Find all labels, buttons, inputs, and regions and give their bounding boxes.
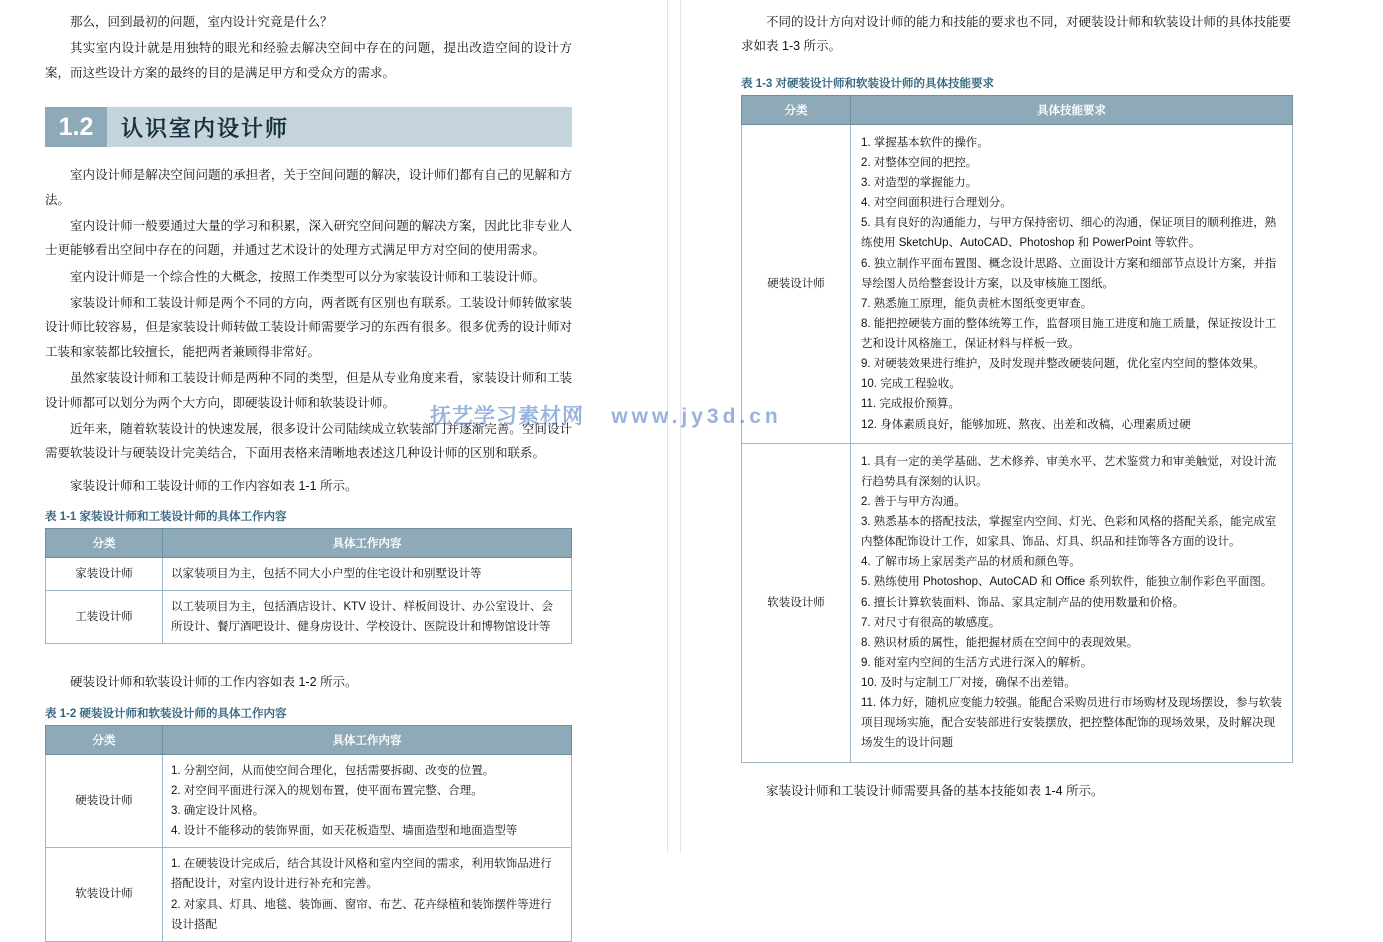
table-caption: 表 1-3 对硬装设计师和软装设计师的具体技能要求 [741,77,995,90]
column-header-content: 具体工作内容 [163,529,572,558]
content-line: 4. 对空间面积进行合理划分。 [861,197,1012,210]
content-line: 以家装项目为主，包括不同大小户型的住宅设计和别墅设计等 [171,568,482,580]
paragraph: 室内设计师一般要通过大量的学习和积累，深入研究空间问题的解决方案，因此比非专业人士更能够看出空间中存在的问题，并通过艺术设计的处理方式满足甲方对空间的使用需求。 [45,218,573,258]
paragraph: 近年来，随着软装设计的快速发展，很多设计公司陆续成立软装部门并逐渐完善。空间设计需要软装设计与硬装设计完美结合，下面用表格来清晰地表述这几种设计师的区别和联系。 [45,421,573,461]
content-line: 8. 熟识材质的属性，能把握材质在空间中的表现效果。 [861,636,1139,649]
table-header-row [742,95,1293,124]
paragraph: 室内设计师是一个综合性的大概念，按照工作类型可以分为家装设计师和工装设计师。 [70,269,546,284]
content-line: 1. 掌握基本软件的操作。 [861,136,989,149]
table-row [46,754,572,848]
column-header-content: 具体工作内容 [163,725,572,754]
content-line: 4. 了解市场上家居类产品的材质和颜色等。 [861,556,1081,569]
watermark-url: www.jy3d.cn [611,405,782,428]
table-row [46,848,572,942]
paragraph: 那么，回到最初的问题，室内设计究竟是什么？ [70,15,333,29]
column-header-category: 分类 [46,529,163,558]
column-header-content: 具体技能要求 [851,95,1293,124]
cell-category: 软装设计师 [742,443,851,762]
section-number: 1.2 [45,107,107,147]
content-line: 7. 对尺寸有很高的敏感度。 [861,616,1001,629]
cell-content [163,558,572,591]
content-line: 9. 能对室内空间的生活方式进行深入的解析。 [861,656,1093,669]
table-header-row [46,529,572,558]
content-line: 5. 熟练使用 Photoshop、AutoCAD 和 Office 系列软件，能独立制作彩色平面图。 [861,576,1273,589]
watermark-text: 抚艺学习素材网 [430,405,584,428]
cell-content [163,754,572,848]
content-line: 2. 对整体空间的把控。 [861,156,978,169]
cell-content [163,591,572,644]
content-line: 4. 设计不能移动的装饰界面，如天花板造型、墙面造型和地面造型等 [171,825,518,838]
table-1-3 [741,95,1293,763]
paragraph: 家装设计师和工装设计师的工作内容如表 1-1 所示。 [70,478,358,493]
cell-category: 家装设计师 [46,558,163,591]
cell-content [163,848,572,942]
page-gutter [667,0,681,852]
table-row [742,124,1293,443]
content-line: 9. 对硬装效果进行维护，及时发现并整改硬装问题，优化室内空间的整体效果。 [861,358,1265,371]
content-line: 11. 体力好，随机应变能力较强。能配合采购员进行市场购材及现场摆设，参与软装项目现场实施，配合安装部进行安装摆放，把控整体配饰的现场效果，及时解决现场发生的设计问题 [861,697,1282,750]
content-line: 3. 对造型的掌握能力。 [861,177,978,189]
content-line: 3. 确定设计风格。 [171,805,265,817]
content-line: 8. 能把控硬装方面的整体统筹工作，监督项目施工进度和施工质量，保证按设计工艺和设计风格施工，保证材料与样板一致。 [861,317,1277,350]
table-caption: 表 1-2 硬装设计师和软装设计师的具体工作内容 [45,707,287,720]
content-line: 1. 在硬装设计完成后，结合其设计风格和室内空间的需求，利用软饰品进行搭配设计，对室内设计进行补充和完善。 [171,858,552,891]
right-page [681,0,1383,852]
paragraph: 家装设计师和工装设计师是两个不同的方向，两者既有区别也有联系。工装设计师转做家装设计师比较容易，但是家装设计师转做工装设计师需要学习的东西有很多。很多优秀的设计师对工装和家装都比较擅长，能把两者兼顾得非常好。 [45,296,573,359]
column-header-category: 分类 [742,95,851,124]
content-line: 12. 身体素质良好，能够加班、熬夜、出差和改稿，心理素质过硬 [861,418,1191,431]
content-line: 2. 对家具、灯具、地毯、装饰画、窗帘、布艺、花卉绿植和装饰摆件等进行设计搭配 [171,898,552,931]
content-line: 2. 对空间平面进行深入的规划布置，使平面布置完整、合理。 [171,784,483,797]
content-line: 10. 完成工程验收。 [861,378,961,391]
paragraph: 家装设计师和工装设计师需要具备的基本技能如表 1-4 所示。 [766,783,1104,798]
cell-category: 软装设计师 [46,848,163,942]
section-heading [45,107,572,147]
content-line: 10. 及时与定制工厂对接，确保不出差错。 [861,677,1076,689]
table-row [46,591,572,644]
table-caption: 表 1-1 家装设计师和工装设计师的具体工作内容 [45,511,287,523]
table-1-1 [45,528,572,644]
cell-category: 硬装设计师 [46,754,163,848]
content-line: 6. 独立制作平面布置图、概念设计思路、立面设计方案和细部节点设计方案，并指导绘图人员给整套设计方案，以及审核施工图纸。 [861,257,1277,290]
content-line: 以工装项目为主，包括酒店设计、KTV 设计、样板间设计、办公室设计、会所设计、餐厅酒吧设计、健身房设计、学校设计、医院设计和博物馆设计等 [171,601,554,634]
content-line: 1. 分割空间，从而使空间合理化，包括需要拆砌、改变的位置。 [171,764,495,777]
content-line: 5. 具有良好的沟通能力，与甲方保持密切、细心的沟通，保证项目的顺利推进，熟练使用 SketchUp、AutoCAD、Photoshop 和 PowerPoint 等软件。 [861,217,1277,250]
paragraph: 硬装设计师和软装设计师的工作内容如表 1-2 所示。 [70,675,358,690]
section-title: 认识室内设计师 [107,107,572,147]
left-page [0,0,667,931]
content-line: 11. 完成报价预算。 [861,398,960,411]
cell-category: 硬装设计师 [742,124,851,443]
cell-content [851,124,1293,443]
cell-category: 工装设计师 [46,591,163,644]
paragraph: 其实室内设计就是用独特的眼光和经验去解决空间中存在的问题，提出改造空间的设计方案，而这些设计方案的最终的目的是满足甲方和受众方的需求。 [45,41,573,80]
table-header-row [46,725,572,754]
content-line: 7. 熟悉施工原理，能负责桩木图纸变更审查。 [861,297,1093,310]
cell-content [851,443,1293,762]
content-line: 6. 擅长计算软装面料、饰品、家具定制产品的使用数量和价格。 [861,596,1185,609]
paragraph: 虽然家装设计师和工装设计师是两种不同的类型，但是从专业角度来看，家装设计师和工装设计师都可以划分为两个大方向，即硬装设计师和软装设计师。 [45,371,573,410]
paragraph: 不同的设计方向对设计师的能力和技能的要求也不同，对硬装设计师和软装设计师的具体技能要求如表 1-3 所示。 [741,15,1292,54]
table-1-2 [45,725,572,942]
content-line: 3. 熟悉基本的搭配技法，掌握室内空间、灯光、色彩和风格的搭配关系，能完成室内整体配饰设计工作，如家具、饰品、灯具、织品和挂饰等各方面的设计。 [861,516,1277,549]
table-row [46,558,572,591]
content-line: 1. 具有一定的美学基础、艺术修养、审美水平、艺术鉴赏力和审美触觉，对设计流行趋势具有深刻的认识。 [861,455,1277,488]
paragraph: 室内设计师是解决空间问题的承担者，关于空间问题的解决，设计师们都有自己的见解和方法。 [45,168,573,207]
content-line: 2. 善于与甲方沟通。 [861,495,966,508]
column-header-category: 分类 [46,725,163,754]
table-row [742,443,1293,762]
